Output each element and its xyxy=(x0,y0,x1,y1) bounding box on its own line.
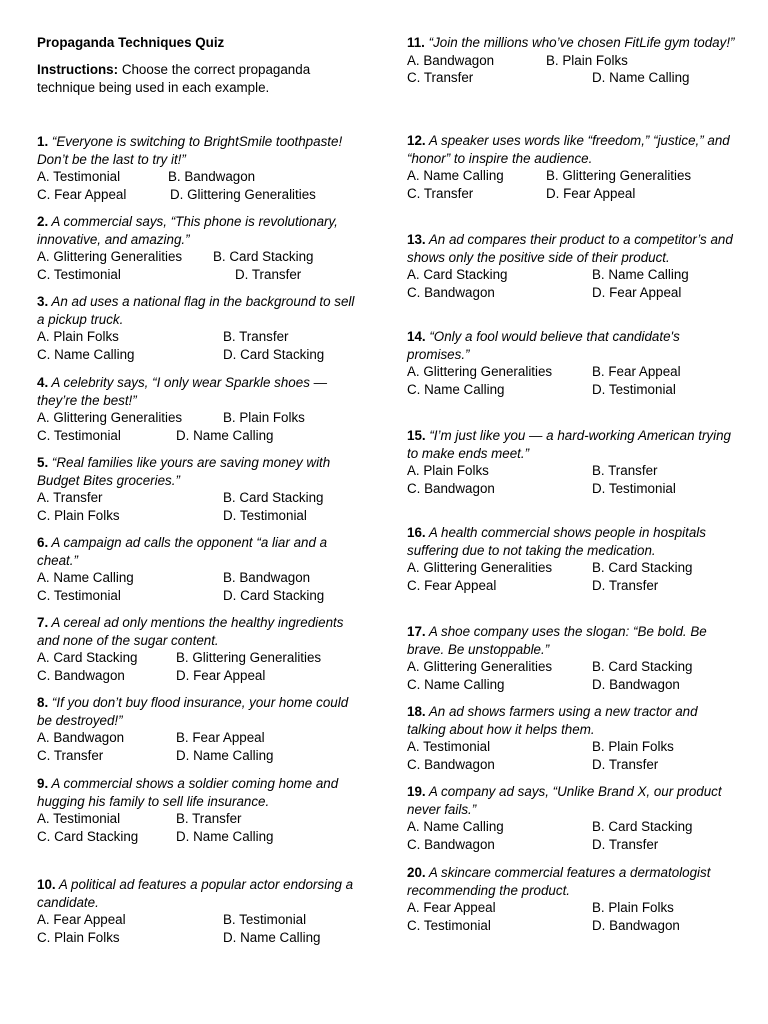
question-number: 16. xyxy=(407,525,426,540)
option-d: D. Transfer xyxy=(592,577,659,593)
question-number: 11. xyxy=(407,35,425,50)
question-5 xyxy=(37,454,365,524)
question-number: 19. xyxy=(407,784,426,799)
question-8 xyxy=(37,694,365,764)
option-a: A. Card Stacking xyxy=(407,267,508,282)
question-prompt: A cereal ad only mentions the healthy ingredients and none of the sugar content. xyxy=(37,615,344,648)
option-c: C. Transfer xyxy=(407,185,474,201)
question-number: 12. xyxy=(407,133,426,148)
option-a: A. Glittering Generalities xyxy=(407,560,553,575)
option-d: D. Fear Appeal xyxy=(592,284,682,300)
option-b: B. Card Stacking xyxy=(213,249,314,264)
option-a: A. Plain Folks xyxy=(37,329,119,344)
option-a: A. Glittering Generalities xyxy=(37,410,183,425)
option-a: A. Name Calling xyxy=(37,570,134,585)
option-a: A. Name Calling xyxy=(407,168,504,183)
option-c: C. Bandwagon xyxy=(37,667,125,683)
question-7 xyxy=(37,614,365,684)
option-c: C. Bandwagon xyxy=(407,284,495,300)
option-c: C. Testimonial xyxy=(37,427,121,443)
option-d: D. Glittering Generalities xyxy=(170,186,316,202)
question-13 xyxy=(407,231,737,301)
question-number: 9. xyxy=(37,776,49,791)
option-d: D. Bandwagon xyxy=(592,917,680,933)
question-number: 3. xyxy=(37,294,49,309)
question-number: 18. xyxy=(407,704,426,719)
question-number: 15. xyxy=(407,428,426,443)
question-prompt: “Everyone is switching to BrightSmile toothpaste! Don’t be the last to try it!” xyxy=(37,134,343,167)
option-d: D. Testimonial xyxy=(223,507,307,523)
option-d: D. Card Stacking xyxy=(223,587,325,603)
option-c: C. Name Calling xyxy=(407,676,505,692)
question-12 xyxy=(407,132,737,202)
option-a: A. Fear Appeal xyxy=(37,912,126,927)
question-number: 8. xyxy=(37,695,49,710)
option-c: C. Fear Appeal xyxy=(407,577,497,593)
question-prompt: A health commercial shows people in hospitals suffering due to not taking the medication. xyxy=(407,525,706,558)
option-c: C. Plain Folks xyxy=(37,507,120,523)
question-prompt: A commercial says, “This phone is revolutionary, innovative, and amazing.” xyxy=(37,214,338,247)
question-number: 5. xyxy=(37,455,49,470)
option-a: A. Bandwagon xyxy=(37,730,125,745)
question-4 xyxy=(37,374,365,444)
option-b: B. Name Calling xyxy=(592,267,689,282)
question-prompt: A campaign ad calls the opponent “a liar and a cheat.” xyxy=(37,535,328,568)
question-prompt: A commercial shows a soldier coming home and hugging his family to sell life insurance. xyxy=(37,776,339,809)
option-a: A. Glittering Generalities xyxy=(407,364,553,379)
option-b: B. Card Stacking xyxy=(592,659,693,674)
option-d: D. Fear Appeal xyxy=(176,667,266,683)
option-b: B. Plain Folks xyxy=(592,900,674,915)
option-d: D. Testimonial xyxy=(592,381,676,397)
option-c: C. Name Calling xyxy=(407,381,505,397)
question-number: 2. xyxy=(37,214,49,229)
option-b: B. Bandwagon xyxy=(223,570,311,585)
option-d: D. Bandwagon xyxy=(592,676,680,692)
question-prompt: A shoe company uses the slogan: “Be bold. Be brave. Be unstoppable.” xyxy=(407,624,707,657)
option-c: C. Bandwagon xyxy=(407,480,495,496)
question-prompt: A skincare commercial features a dermatologist recommending the product. xyxy=(407,865,711,898)
question-20 xyxy=(407,864,737,934)
question-19 xyxy=(407,783,737,853)
question-number: 14. xyxy=(407,329,426,344)
question-18 xyxy=(407,703,737,773)
option-d: D. Transfer xyxy=(592,756,659,772)
option-b: B. Bandwagon xyxy=(168,169,256,184)
question-prompt: A political ad features a popular actor endorsing a candidate. xyxy=(37,877,354,910)
question-number: 13. xyxy=(407,232,426,247)
option-b: B. Fear Appeal xyxy=(592,364,681,379)
option-c: C. Fear Appeal xyxy=(37,186,127,202)
option-b: B. Plain Folks xyxy=(223,410,305,425)
instructions-label: Instructions: xyxy=(37,62,119,77)
option-c: C. Bandwagon xyxy=(407,836,495,852)
option-d: D. Card Stacking xyxy=(223,346,325,362)
option-a: A. Testimonial xyxy=(37,169,121,184)
question-prompt: “If you don’t buy flood insurance, your home could be destroyed!” xyxy=(37,695,349,728)
option-b: B. Transfer xyxy=(176,811,242,826)
option-b: B. Fear Appeal xyxy=(176,730,265,745)
question-prompt: “Only a fool would believe that candidate's promises.” xyxy=(407,329,680,362)
option-a: A. Testimonial xyxy=(37,811,121,826)
question-prompt: A company ad says, “Unlike Brand X, our product never fails.” xyxy=(407,784,722,817)
option-c: C. Transfer xyxy=(407,70,474,85)
question-prompt: An ad compares their product to a competitor’s and shows only the positive side of their product. xyxy=(407,232,733,265)
option-c: C. Testimonial xyxy=(407,917,491,933)
question-3 xyxy=(37,293,365,363)
question-2 xyxy=(37,213,365,283)
option-d: D. Name Calling xyxy=(223,929,321,945)
question-15 xyxy=(407,427,737,497)
option-a: A. Bandwagon xyxy=(407,52,495,68)
question-prompt: “Real families like yours are saving money with Budget Bites groceries.” xyxy=(37,455,331,488)
option-c: C. Bandwagon xyxy=(407,756,495,772)
question-number: 17. xyxy=(407,624,426,639)
option-b: B. Card Stacking xyxy=(592,819,693,834)
option-b: B. Plain Folks xyxy=(546,52,628,68)
option-b: B. Glittering Generalities xyxy=(176,650,322,665)
question-prompt: A celebrity says, “I only wear Sparkle shoes — they’re the best!” xyxy=(37,375,328,408)
question-14 xyxy=(407,328,737,398)
question-number: 20. xyxy=(407,865,426,880)
instructions-text: Choose the correct propaganda technique being used in each example. xyxy=(37,62,311,95)
question-17 xyxy=(407,623,737,693)
option-c: C. Name Calling xyxy=(37,346,135,362)
question-number: 1. xyxy=(37,134,49,149)
option-b: B. Testimonial xyxy=(223,912,307,927)
question-prompt: A speaker uses words like “freedom,” “justice,” and “honor” to inspire the audience. xyxy=(407,133,730,166)
question-prompt: An ad uses a national flag in the background to sell a pickup truck. xyxy=(37,294,355,327)
option-b: B. Transfer xyxy=(592,463,658,478)
option-a: A. Fear Appeal xyxy=(407,900,496,915)
option-b: B. Plain Folks xyxy=(592,739,674,754)
option-b: B. Glittering Generalities xyxy=(546,168,692,183)
option-c: C. Plain Folks xyxy=(37,929,120,945)
option-d: D. Name Calling xyxy=(176,427,274,443)
option-c: C. Testimonial xyxy=(37,266,121,282)
option-d: D. Name Calling xyxy=(176,828,274,844)
option-c: C. Transfer xyxy=(37,747,104,763)
question-1 xyxy=(37,133,365,203)
question-prompt: “Join the millions who’ve chosen FitLife gym today!” xyxy=(424,35,735,50)
option-d: D. Fear Appeal xyxy=(546,185,636,201)
question-number: 10. xyxy=(37,877,56,892)
option-a: A. Plain Folks xyxy=(407,463,489,478)
option-a: A. Card Stacking xyxy=(37,650,138,665)
option-d: D. Testimonial xyxy=(592,480,676,496)
question-6 xyxy=(37,534,365,604)
question-9 xyxy=(37,775,365,845)
option-a: A. Glittering Generalities xyxy=(407,659,553,674)
page-title: Propaganda Techniques Quiz xyxy=(37,35,225,50)
option-a: A. Transfer xyxy=(37,490,103,505)
instructions xyxy=(37,61,357,96)
question-prompt: An ad shows farmers using a new tractor and talking about how it helps them. xyxy=(407,704,698,737)
option-b: B. Transfer xyxy=(223,329,289,344)
option-d: D. Transfer xyxy=(235,266,302,282)
option-a: A. Testimonial xyxy=(407,739,491,754)
option-a: A. Name Calling xyxy=(407,819,504,834)
option-b: B. Card Stacking xyxy=(592,560,693,575)
option-d: D. Transfer xyxy=(592,836,659,852)
option-a: A. Glittering Generalities xyxy=(37,249,183,264)
option-d: D. Name Calling xyxy=(592,70,690,85)
option-b: B. Card Stacking xyxy=(223,490,324,505)
option-d: D. Name Calling xyxy=(176,747,274,763)
question-10 xyxy=(37,876,365,946)
option-c: C. Card Stacking xyxy=(37,828,139,844)
question-number: 6. xyxy=(37,535,49,550)
question-11 xyxy=(407,34,737,87)
question-number: 7. xyxy=(37,615,49,630)
option-c: C. Testimonial xyxy=(37,587,121,603)
question-number: 4. xyxy=(37,375,49,390)
question-16 xyxy=(407,524,737,594)
question-prompt: “I’m just like you — a hard-working American trying to make ends meet.” xyxy=(407,428,731,461)
